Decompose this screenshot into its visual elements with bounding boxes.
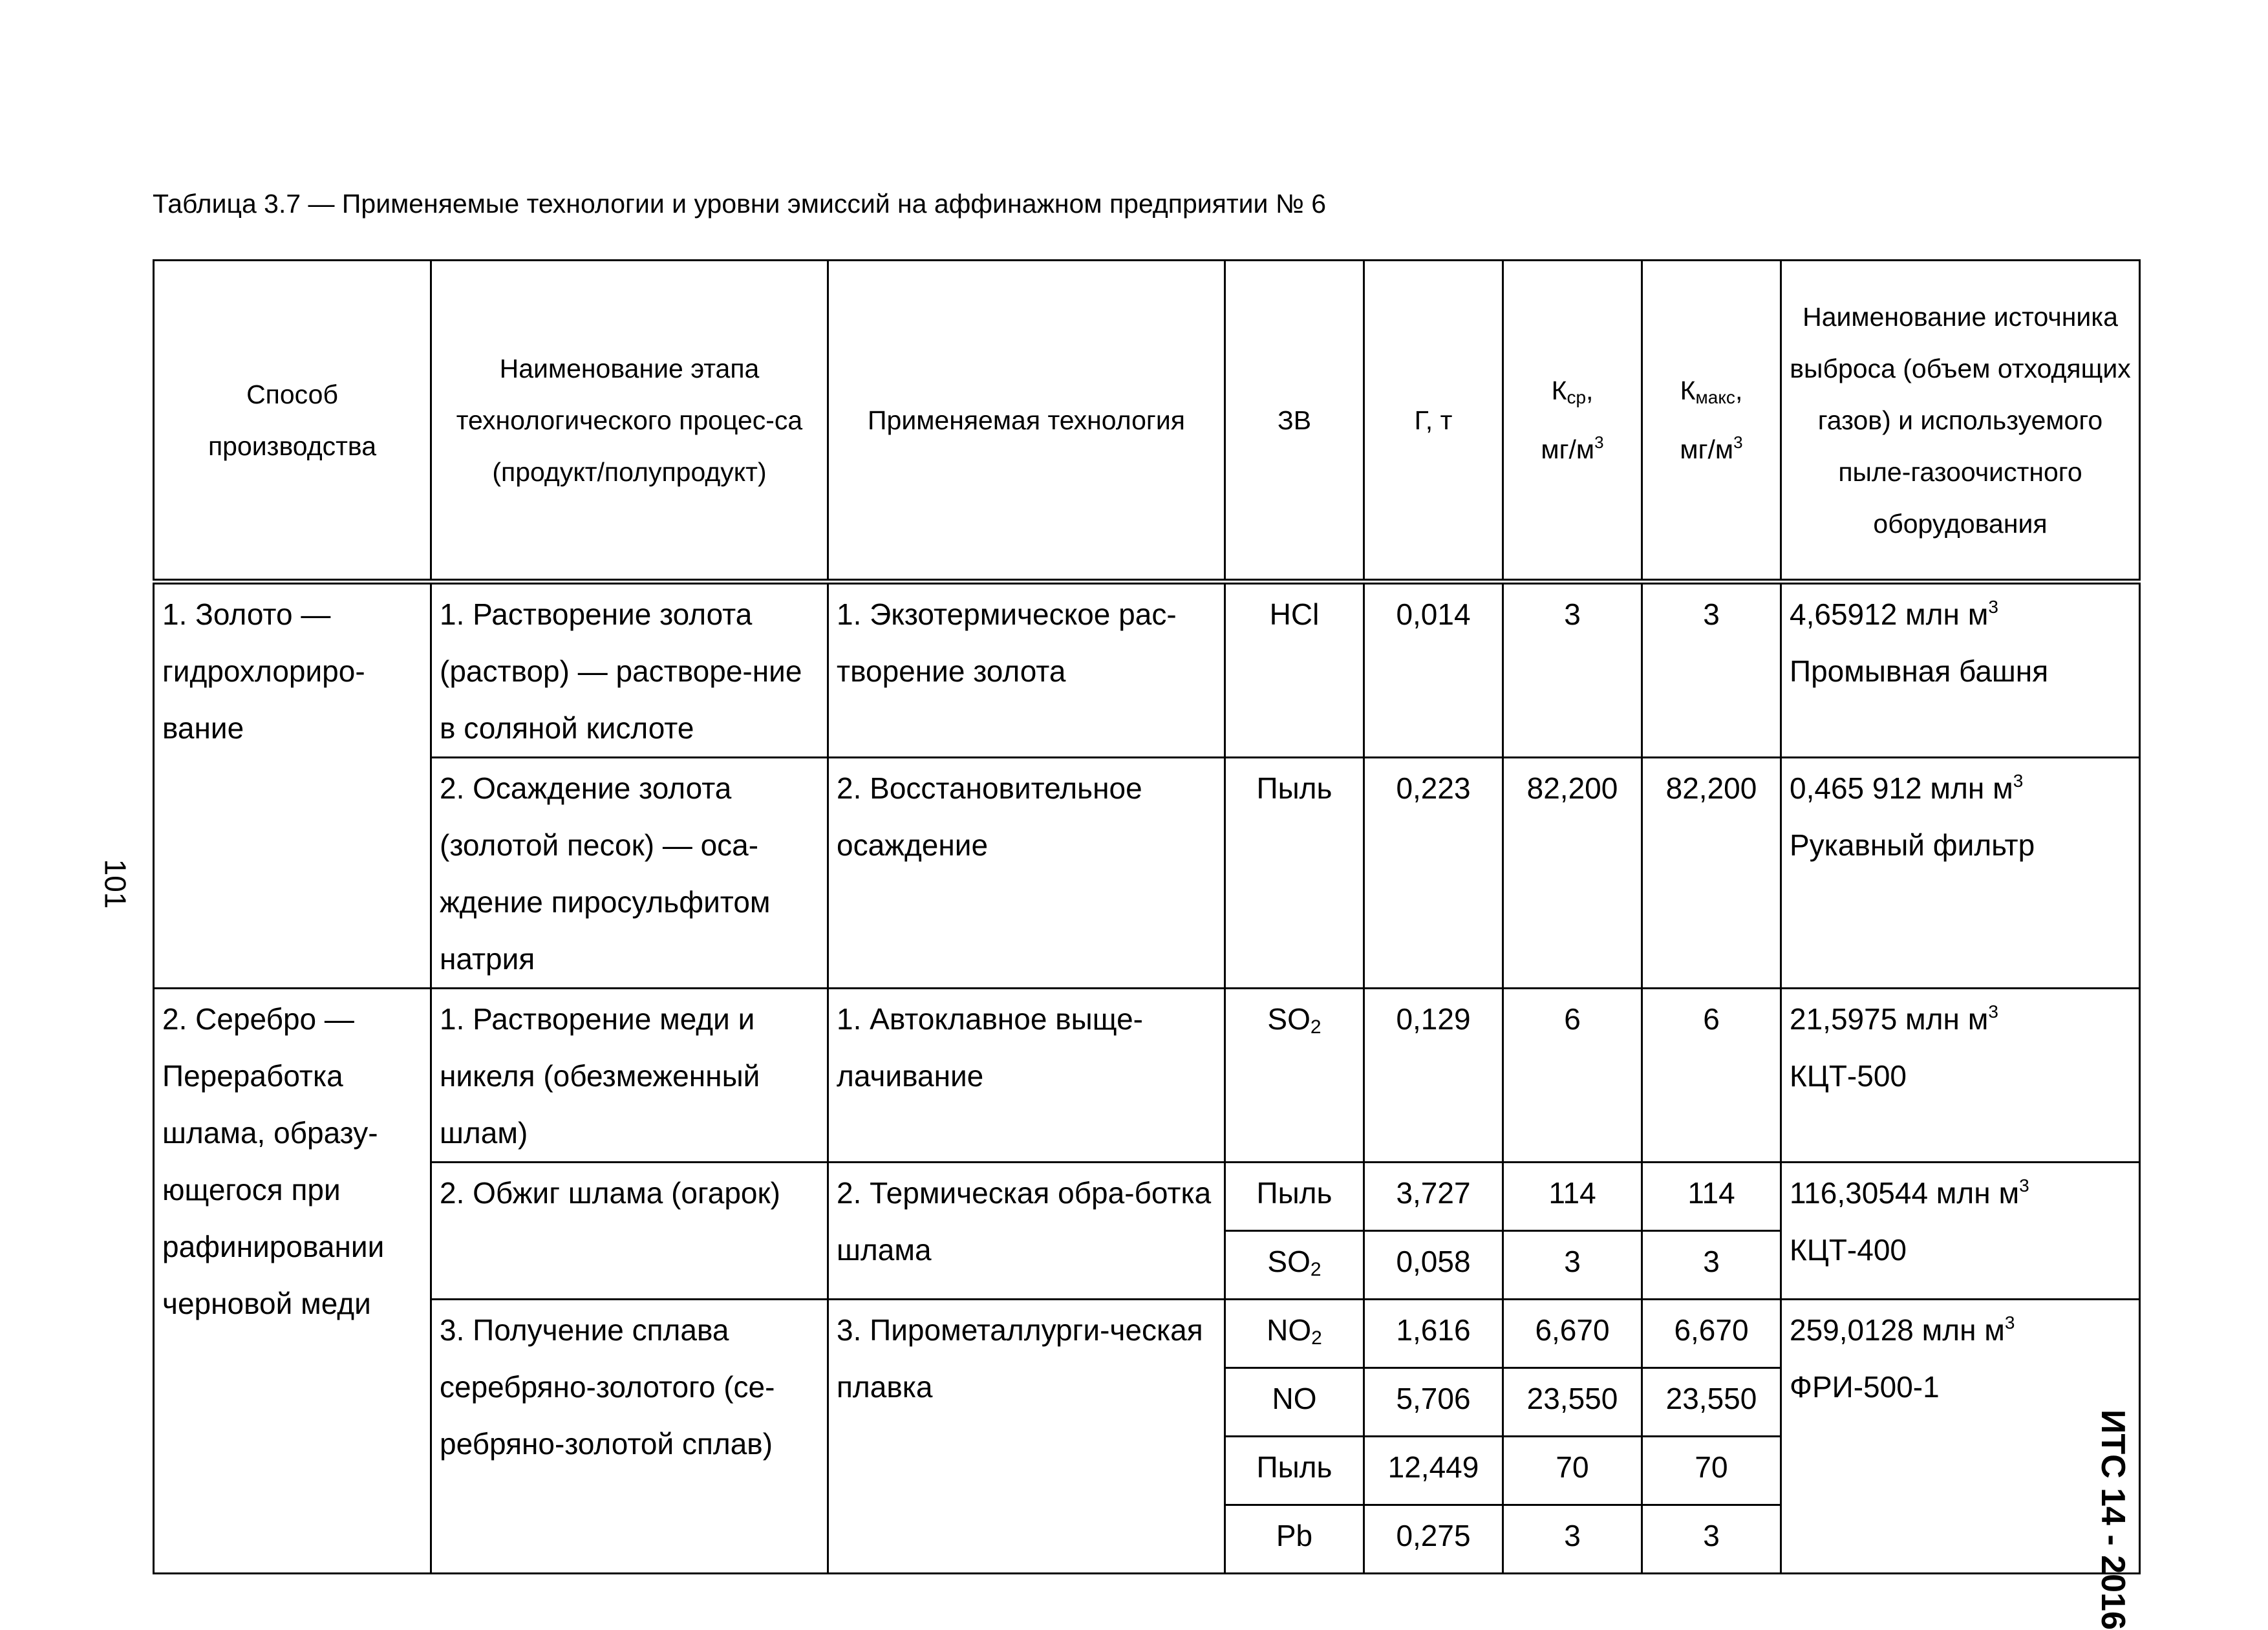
stage-cell: 2. Осаждение золота (золотой песок) — оса-ждение пиросульфитом натрия xyxy=(431,758,828,989)
header-k-max: Кмакс, $мг/м^3$ xyxy=(1642,261,1781,582)
k-avg-cell: 114 xyxy=(1503,1163,1642,1231)
k-avg-cell: 6,670 xyxy=(1503,1300,1642,1368)
source-volume: 0,465 912 млн м xyxy=(1790,771,2013,805)
k-avg-cell: 6 xyxy=(1503,989,1642,1163)
k-max-cell: 6 xyxy=(1642,989,1781,1163)
k-avg-cell: 23,550 xyxy=(1503,1368,1642,1437)
pollutant-cell xyxy=(1225,1437,1364,1505)
stage-cell: 2. Обжиг шлама (огарок) xyxy=(431,1163,828,1300)
technology-cell: 3. Пирометаллурги-ческая плавка xyxy=(828,1300,1225,1574)
source-equipment: КЦТ-400 xyxy=(1790,1233,1907,1267)
mass-cell: 0,058 xyxy=(1364,1231,1503,1300)
pollutant-subscript: 2 xyxy=(1311,1327,1322,1349)
header-source: Наименование источника выброса (объем отходящих газов) и используемого пыле-газоочистного оборудования xyxy=(1781,261,2140,582)
mass-cell: 5,706 xyxy=(1364,1368,1503,1437)
header-row xyxy=(154,261,2140,582)
source-volume-exp: 3 xyxy=(2013,771,2024,791)
k-avg-cell: 3 xyxy=(1503,1505,1642,1574)
source-cell xyxy=(1781,1163,2140,1300)
pollutant-cell xyxy=(1225,1163,1364,1231)
table-caption: Таблица 3.7 — Применяемые технологии и уровни эмиссий на аффинажном предприятии № 6 xyxy=(153,189,1327,219)
table-row xyxy=(154,1300,2140,1368)
pollutant-cell xyxy=(1225,1368,1364,1437)
mass-cell: 0,129 xyxy=(1364,989,1503,1163)
source-cell xyxy=(1781,582,2140,758)
header-k-max-subscript: макс xyxy=(1695,387,1735,407)
emissions-table-container xyxy=(153,259,2139,1574)
pollutant-label: NO xyxy=(1267,1313,1312,1347)
source-volume: 259,0128 млн м xyxy=(1790,1313,2005,1347)
mass-cell: 0,014 xyxy=(1364,582,1503,758)
header-technology: Применяемая технология xyxy=(828,261,1225,582)
mass-cell: 12,449 xyxy=(1364,1437,1503,1505)
pollutant-subscript: 2 xyxy=(1310,1259,1321,1280)
table-row xyxy=(154,758,2140,989)
pollutant-label: SO xyxy=(1267,1002,1311,1036)
pollutant-cell xyxy=(1225,758,1364,989)
k-max-cell: 3 xyxy=(1642,1231,1781,1300)
source-volume: 116,30544 млн м xyxy=(1790,1176,2020,1210)
source-volume-exp: 3 xyxy=(1988,597,1998,617)
k-max-cell: 3 xyxy=(1642,582,1781,758)
emissions-table xyxy=(153,259,2141,1574)
pollutant-cell xyxy=(1225,1231,1364,1300)
k-max-cell: 6,670 xyxy=(1642,1300,1781,1368)
method-cell: 2. Серебро — Переработка шлама, образу-ющегося при рафинировании черновой меди xyxy=(154,989,431,1574)
header-k-max-unit: мг/м xyxy=(1680,434,1734,464)
technology-cell: 2. Восстановительное осаждение xyxy=(828,758,1225,989)
header-k-max-symbol: К xyxy=(1680,376,1696,405)
header-k-avg-unit: мг/м xyxy=(1541,434,1595,464)
header-mass: Г, т xyxy=(1364,261,1503,582)
k-max-cell: 3 xyxy=(1642,1505,1781,1574)
header-k-max-unit-exp: 3 xyxy=(1733,433,1743,452)
page-number: 101 xyxy=(98,859,133,909)
k-max-cell: 114 xyxy=(1642,1163,1781,1231)
pollutant-cell xyxy=(1225,1505,1364,1574)
pollutant-label: Пыль xyxy=(1256,1450,1332,1484)
header-k-avg-subscript: ср xyxy=(1567,387,1587,407)
method-cell: 1. Золото — гидрохлориро-вание xyxy=(154,582,431,989)
pollutant-label: Пыль xyxy=(1256,771,1332,805)
k-max-cell: 70 xyxy=(1642,1437,1781,1505)
source-equipment: ФРИ-500-1 xyxy=(1790,1370,1940,1404)
pollutant-label: HCl xyxy=(1269,597,1320,631)
pollutant-cell xyxy=(1225,989,1364,1163)
k-avg-cell: 3 xyxy=(1503,582,1642,758)
source-equipment: Промывная башня xyxy=(1790,654,2049,688)
source-volume-exp: 3 xyxy=(2004,1313,2015,1333)
pollutant-label: Пыль xyxy=(1256,1176,1332,1210)
mass-cell: 3,727 xyxy=(1364,1163,1503,1231)
source-equipment: Рукавный фильтр xyxy=(1790,828,2035,862)
header-k-avg-unit-exp: 3 xyxy=(1594,433,1604,452)
header-method: Способ производства xyxy=(154,261,431,582)
header-k-avg: Кср, $мг/м^3$ xyxy=(1503,261,1642,582)
stage-cell: 3. Получение сплава серебряно-золотого (се-ребряно-золотой сплав) xyxy=(431,1300,828,1574)
pollutant-label: SO xyxy=(1267,1245,1311,1278)
k-max-cell: 23,550 xyxy=(1642,1368,1781,1437)
pollutant-label: NO xyxy=(1272,1382,1317,1415)
pollutant-label: Pb xyxy=(1276,1519,1313,1552)
mass-cell: 0,275 xyxy=(1364,1505,1503,1574)
header-stage: Наименование этапа технологического процес-са (продукт/полупродукт) xyxy=(431,261,828,582)
pollutant-subscript: 2 xyxy=(1310,1016,1321,1038)
document-code: ИТС 14 - 2016 xyxy=(2094,1410,2132,1630)
table-row xyxy=(154,1163,2140,1231)
source-volume-exp: 3 xyxy=(2019,1175,2029,1196)
source-volume: 4,65912 млн м xyxy=(1790,597,1989,631)
mass-cell: 0,223 xyxy=(1364,758,1503,989)
pollutant-cell xyxy=(1225,582,1364,758)
k-avg-cell: 3 xyxy=(1503,1231,1642,1300)
stage-cell: 1. Растворение меди и никеля (обезмеженный шлам) xyxy=(431,989,828,1163)
technology-cell: 1. Автоклавное выще-лачивание xyxy=(828,989,1225,1163)
stage-cell: 1. Растворение золота (раствор) — растворе-ние в соляной кислоте xyxy=(431,582,828,758)
k-avg-cell: 70 xyxy=(1503,1437,1642,1505)
source-volume: 21,5975 млн м xyxy=(1790,1002,1989,1036)
header-pollutant: ЗВ xyxy=(1225,261,1364,582)
technology-cell: 1. Экзотермическое рас-творение золота xyxy=(828,582,1225,758)
source-equipment: КЦТ-500 xyxy=(1790,1059,1907,1093)
source-cell xyxy=(1781,758,2140,989)
source-cell xyxy=(1781,1300,2140,1574)
k-max-cell: 82,200 xyxy=(1642,758,1781,989)
source-cell xyxy=(1781,989,2140,1163)
k-avg-cell: 82,200 xyxy=(1503,758,1642,989)
source-volume-exp: 3 xyxy=(1988,1002,1998,1022)
table-row xyxy=(154,582,2140,758)
pollutant-cell xyxy=(1225,1300,1364,1368)
header-k-avg-symbol: К xyxy=(1551,376,1567,405)
table-row xyxy=(154,989,2140,1163)
mass-cell: 1,616 xyxy=(1364,1300,1503,1368)
technology-cell: 2. Термическая обра-ботка шлама xyxy=(828,1163,1225,1300)
